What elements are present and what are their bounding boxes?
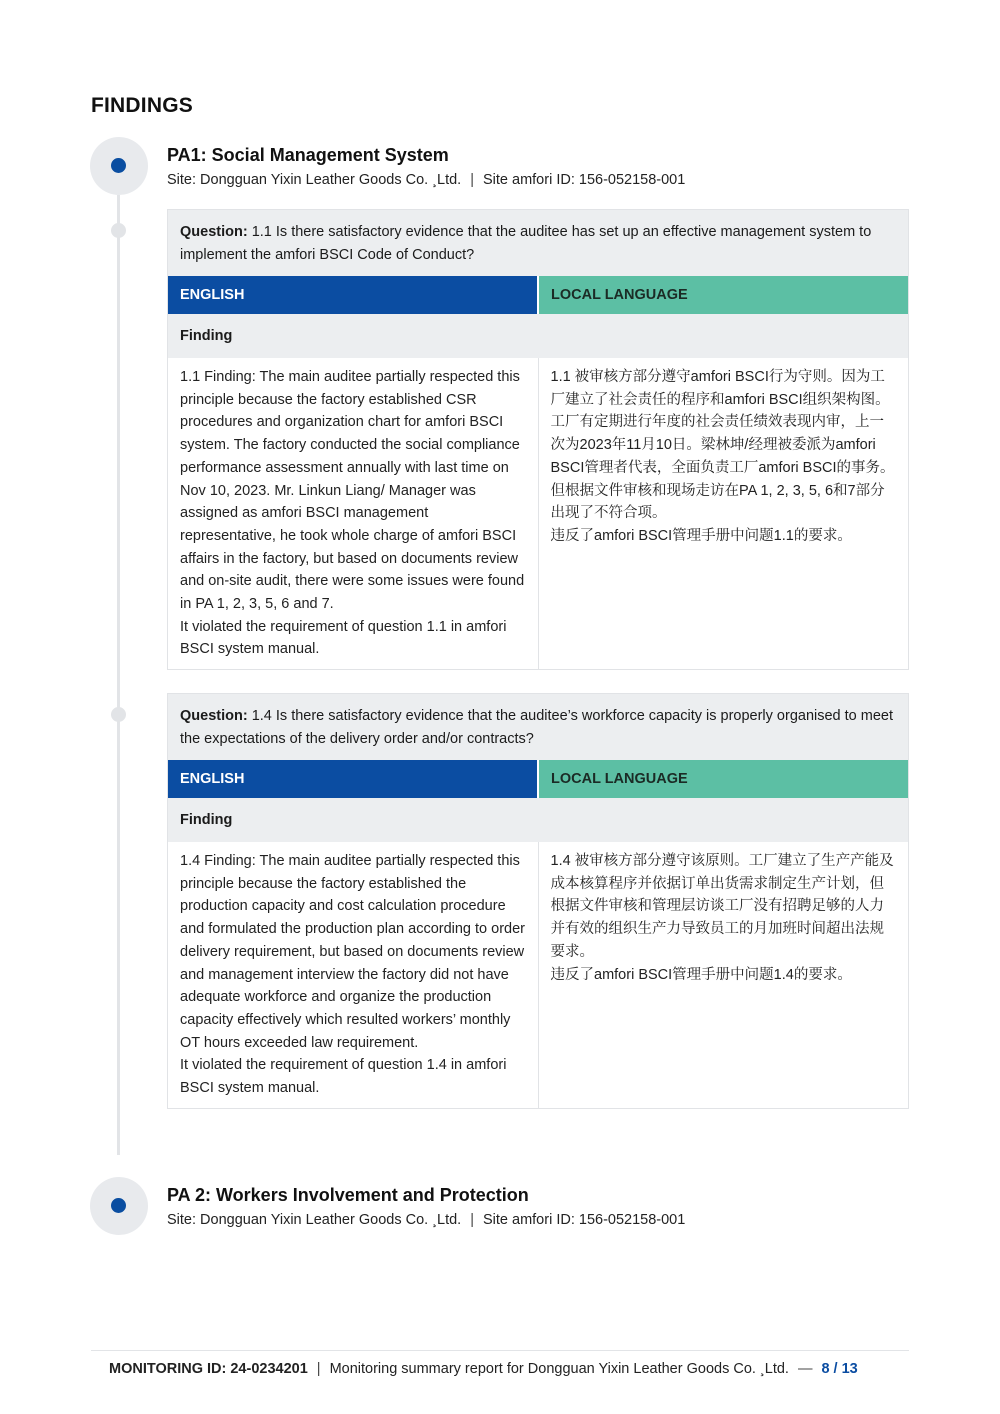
- question-marker: [111, 707, 126, 722]
- timeline-dot: [111, 158, 126, 173]
- section-marker-pa1: [90, 137, 148, 195]
- question-body: 1.1 Is there satisfactory evidence that the auditee has set up an effective management system to implement the amfori BSCI Code of Conduct?: [180, 224, 872, 263]
- dash: —: [797, 1361, 813, 1377]
- site-id: Site amfori ID: 156-052158-001: [483, 172, 686, 188]
- finding-label: Finding: [168, 798, 908, 842]
- site-name: Site: Dongguan Yixin Leather Goods Co. ¸Ltd.: [167, 1212, 462, 1228]
- question-marker: [111, 223, 126, 238]
- finding-local: 1.1 被审核方部分遵守amfori BSCI行为守则。因为工厂建立了社会责任的程序和amfori BSCI组织架构图。工厂有定期进行年度的社会责任绩效表现内审，上一次为2023年11月10日。梁林坤/经理被委派为amfori BSCI管理者代表，全面负责工厂amfori BSCI的事务。但根据文件审核和现场走访在PA 1, 2, 3, 5, 6和7部分出现了不符合项。 违反了amfori BSCI管理手册中问题1.1的要求。: [538, 358, 909, 669]
- monitoring-id: MONITORING ID: 24-0234201: [109, 1361, 308, 1377]
- section-site-pa2: [167, 1212, 685, 1228]
- section-site-pa1: [167, 172, 685, 188]
- finding-label: Finding: [168, 314, 908, 358]
- question-text: [168, 210, 908, 276]
- local-language-header: LOCAL LANGUAGE: [537, 276, 908, 314]
- site-id: Site amfori ID: 156-052158-001: [483, 1212, 686, 1228]
- question-label: Question:: [180, 708, 248, 724]
- separator: |: [470, 172, 474, 188]
- question-card-1-1: [167, 209, 909, 670]
- finding-body: [168, 842, 908, 1108]
- finding-body: [168, 358, 908, 669]
- english-header: ENGLISH: [168, 276, 537, 314]
- timeline-line: [117, 195, 120, 1155]
- question-text: [168, 694, 908, 760]
- page-title: FINDINGS: [91, 94, 193, 117]
- finding-local: 1.4 被审核方部分遵守该原则。工厂建立了生产产能及成本核算程序并依据订单出货需求制定生产计划，但根据文件审核和管理层访谈工厂没有招聘足够的人力并有效的组织生产力导致员工的月加班时间超出法规要求。 违反了amfori BSCI管理手册中问题1.4的要求。: [538, 842, 909, 1108]
- timeline-dot: [111, 1198, 126, 1213]
- section-title-pa2: PA 2: Workers Involvement and Protection: [167, 1185, 529, 1205]
- separator: |: [470, 1212, 474, 1228]
- language-header-row: [168, 276, 908, 314]
- footer: [109, 1361, 858, 1377]
- report-title: Monitoring summary report for Dongguan Yixin Leather Goods Co. ¸Ltd.: [329, 1361, 789, 1377]
- language-header-row: [168, 760, 908, 798]
- section-title-pa1: PA1: Social Management System: [167, 145, 449, 165]
- section-marker-pa2: [90, 1177, 148, 1235]
- question-card-1-4: [167, 693, 909, 1109]
- site-name: Site: Dongguan Yixin Leather Goods Co. ¸Ltd.: [167, 172, 462, 188]
- english-header: ENGLISH: [168, 760, 537, 798]
- local-language-header: LOCAL LANGUAGE: [537, 760, 908, 798]
- separator: |: [316, 1361, 321, 1377]
- page-number: 8 / 13: [821, 1361, 858, 1377]
- question-body: 1.4 Is there satisfactory evidence that the auditee’s workforce capacity is properly organised to meet the expectations of the delivery order and/or contracts?: [180, 708, 893, 747]
- question-label: Question:: [180, 224, 248, 240]
- finding-english: 1.4 Finding: The main auditee partially respected this principle because the factory established the production capacity and cost calculation procedure and formulated the production plan according to order delivery requirement, but based on documents review and management interview the factory did not have adequate workforce and organize the production capacity effectively which resulted workers’ monthly OT hours exceeded law requirement. It violated the requirement of question 1.4 in amfori BSCI system manual.: [180, 853, 525, 1097]
- finding-english: 1.1 Finding: The main auditee partially respected this principle because the factory established CSR procedures and organization chart for amfori BSCI system. The factory conducted the social compliance performance assessment annually with last time on Nov 10, 2023. Mr. Linkun Liang/ Manager was assigned as amfori BSCI management representative, he took whole charge of amfori BSCI affairs in the factory, but based on documents review and on-site audit, there were some issues were found in PA 1, 2, 3, 5, 6 and 7. It violated the requirement of question 1.1 in amfori BSCI system manual.: [180, 369, 525, 658]
- footer-divider: [91, 1350, 909, 1351]
